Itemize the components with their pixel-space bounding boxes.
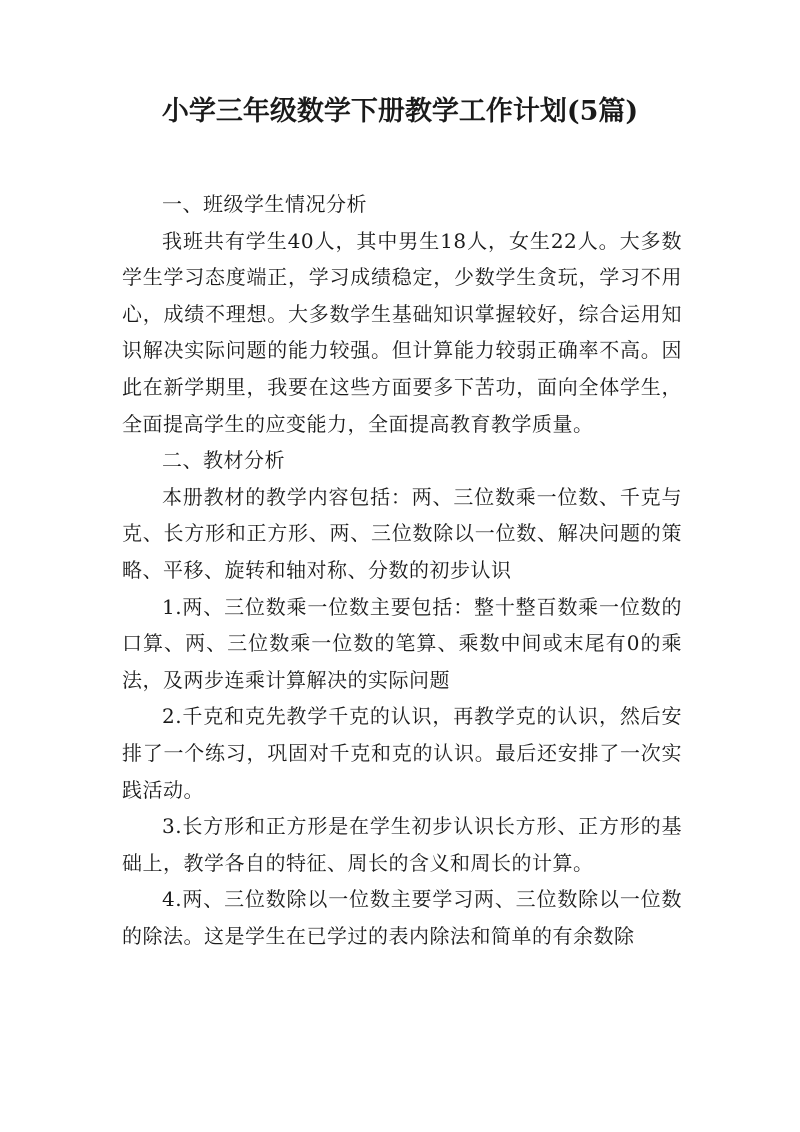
- paragraph-textbook-content: 本册教材的教学内容包括：两、三位数乘一位数、千克与克、长方形和正方形、两、三位数除以一位数、解决问题的策略、平移、旋转和轴对称、分数的初步认识: [122, 484, 682, 582]
- section-heading-textbook-analysis: 二、教材分析: [162, 448, 285, 473]
- paragraph-class-analysis: 我班共有学生40人，其中男生18人，女生22人。大多数学生学习态度端正，学习成绩稳定，少数学生贪玩，学习不用心，成绩不理想。大多数学生基础知识掌握较好，综合运用知识解决实际问题的能力较强。但计算能力较弱正确率不高。因此在新学期里，我要在这些方面要多下苦功，面向全体学生，全面提高学生的应变能力，全面提高教育教学质量。: [122, 228, 682, 436]
- document-body: [122, 186, 682, 954]
- paragraph-item-4: 4.两、三位数除以一位数主要学习两、三位数除以一位数的除法。这是学生在已学过的表内除法和简单的有余数除: [122, 887, 682, 948]
- paragraph-item-2: 2.千克和克先教学千克的认识，再教学克的认识，然后安排了一个练习，巩固对千克和克的认识。最后还安排了一次实践活动。: [122, 704, 682, 802]
- document-title: 小学三年级数学下册教学工作计划(5篇): [161, 96, 639, 127]
- paragraph-item-1: 1.两、三位数乘一位数主要包括：整十整百数乘一位数的口算、两、三位数乘一位数的笔算、乘数中间或末尾有0的乘法，及两步连乘计算解决的实际问题: [122, 594, 682, 692]
- section-heading-class-analysis: 一、班级学生情况分析: [162, 192, 367, 216]
- paragraph-item-3: 3.长方形和正方形是在学生初步认识长方形、正方形的基础上，教学各自的特征、周长的含义和周长的计算。: [122, 814, 682, 875]
